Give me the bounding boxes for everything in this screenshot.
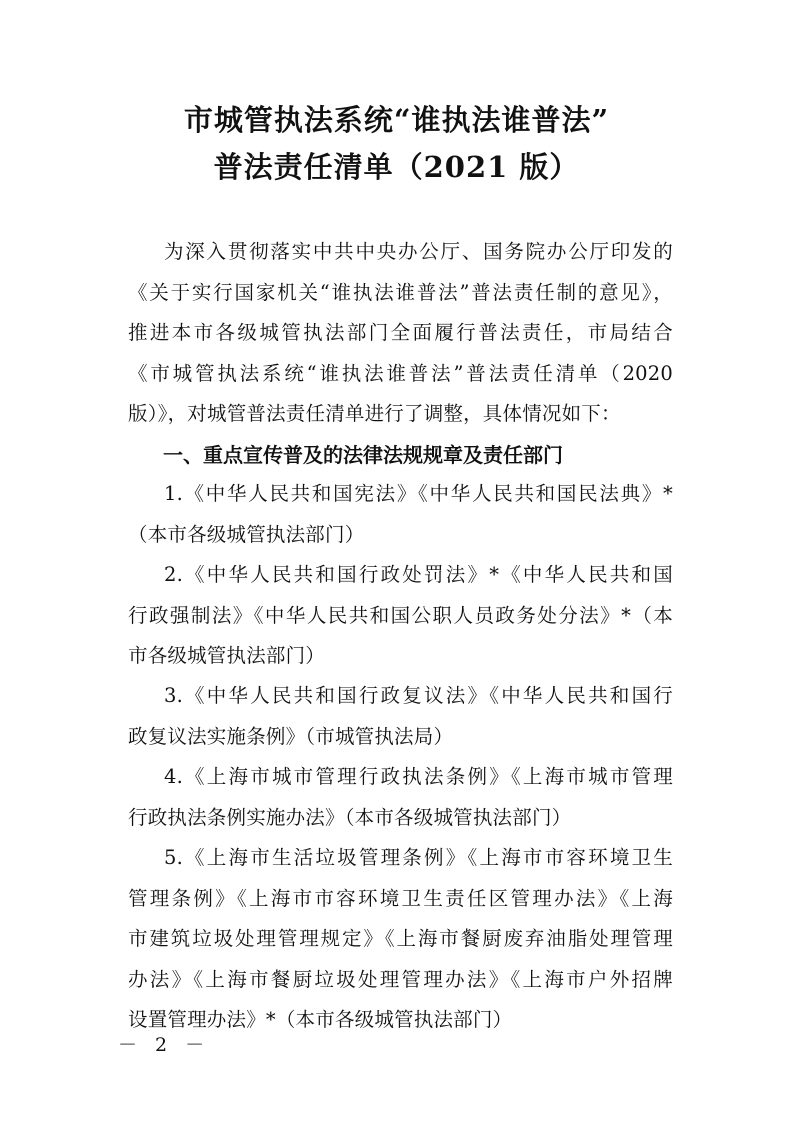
intro-line: 版）》，对城管普法责任清单进行了调整，具体情况如下： xyxy=(128,402,621,426)
page-number: － 2 － xyxy=(118,1034,211,1056)
list-item-line: 2.《中华人民共和国行政处罚法》*《中华人民共和国 xyxy=(164,563,673,586)
list-item-line: （本市各级城管执法部门） xyxy=(128,522,365,546)
list-item xyxy=(128,676,673,757)
intro-paragraph xyxy=(128,232,673,435)
list-item-line: 5.《上海市生活垃圾管理条例》《上海市市容环境卫生 xyxy=(164,846,673,869)
document-title-line-1: 市城管执法系统“谁执法谁普法” xyxy=(183,103,610,137)
list-item-line: 行政强制法》《中华人民共和国公职人员政务处分法》*（本 xyxy=(128,603,673,627)
list-item xyxy=(128,838,673,1041)
intro-line: 《关于实行国家机关“谁执法谁普法”普法责任制的意见》， xyxy=(128,280,673,304)
list-item-line: 4.《上海市城市管理行政执法条例》《上海市城市管理 xyxy=(164,765,673,788)
list-item xyxy=(128,757,673,838)
list-item-line: 设置管理办法》*（本市各级城管执法部门） xyxy=(128,1008,513,1032)
list-item-line: 行政执法条例实施办法》（本市各级城管执法部门） xyxy=(128,805,572,829)
document-title-line-2: 普法责任清单（2021 版） xyxy=(213,150,580,184)
list-item-line: 1.《中华人民共和国宪法》《中华人民共和国民法典》* xyxy=(164,482,673,505)
list-item-line: 3.《中华人民共和国行政复议法》《中华人民共和国行 xyxy=(164,684,673,707)
list-item-line: 市各级城管执法部门） xyxy=(128,644,326,668)
list-item xyxy=(128,474,673,555)
list-item xyxy=(128,555,673,677)
intro-line: 《市城管执法系统“谁执法谁普法”普法责任清单（2020 xyxy=(128,361,673,385)
list-item-line: 市建筑垃圾处理管理规定》《上海市餐厨废弃油脂处理管理 xyxy=(128,927,673,951)
list-item-line: 管理条例》《上海市市容环境卫生责任区管理办法》《上海 xyxy=(128,886,673,910)
list-item-line: 政复议法实施条例》（市城管执法局） xyxy=(128,724,454,748)
list-item-line: 办法》《上海市餐厨垃圾处理管理办法》《上海市户外招牌 xyxy=(128,967,673,991)
intro-line: 为深入贯彻落实中共中央办公厅、国务院办公厅印发的 xyxy=(164,240,673,263)
intro-line: 推进本市各级城管执法部门全面履行普法责任，市局结合 xyxy=(128,321,673,345)
section-heading: 一、重点宣传普及的法律法规规章及责任部门 xyxy=(163,443,563,467)
